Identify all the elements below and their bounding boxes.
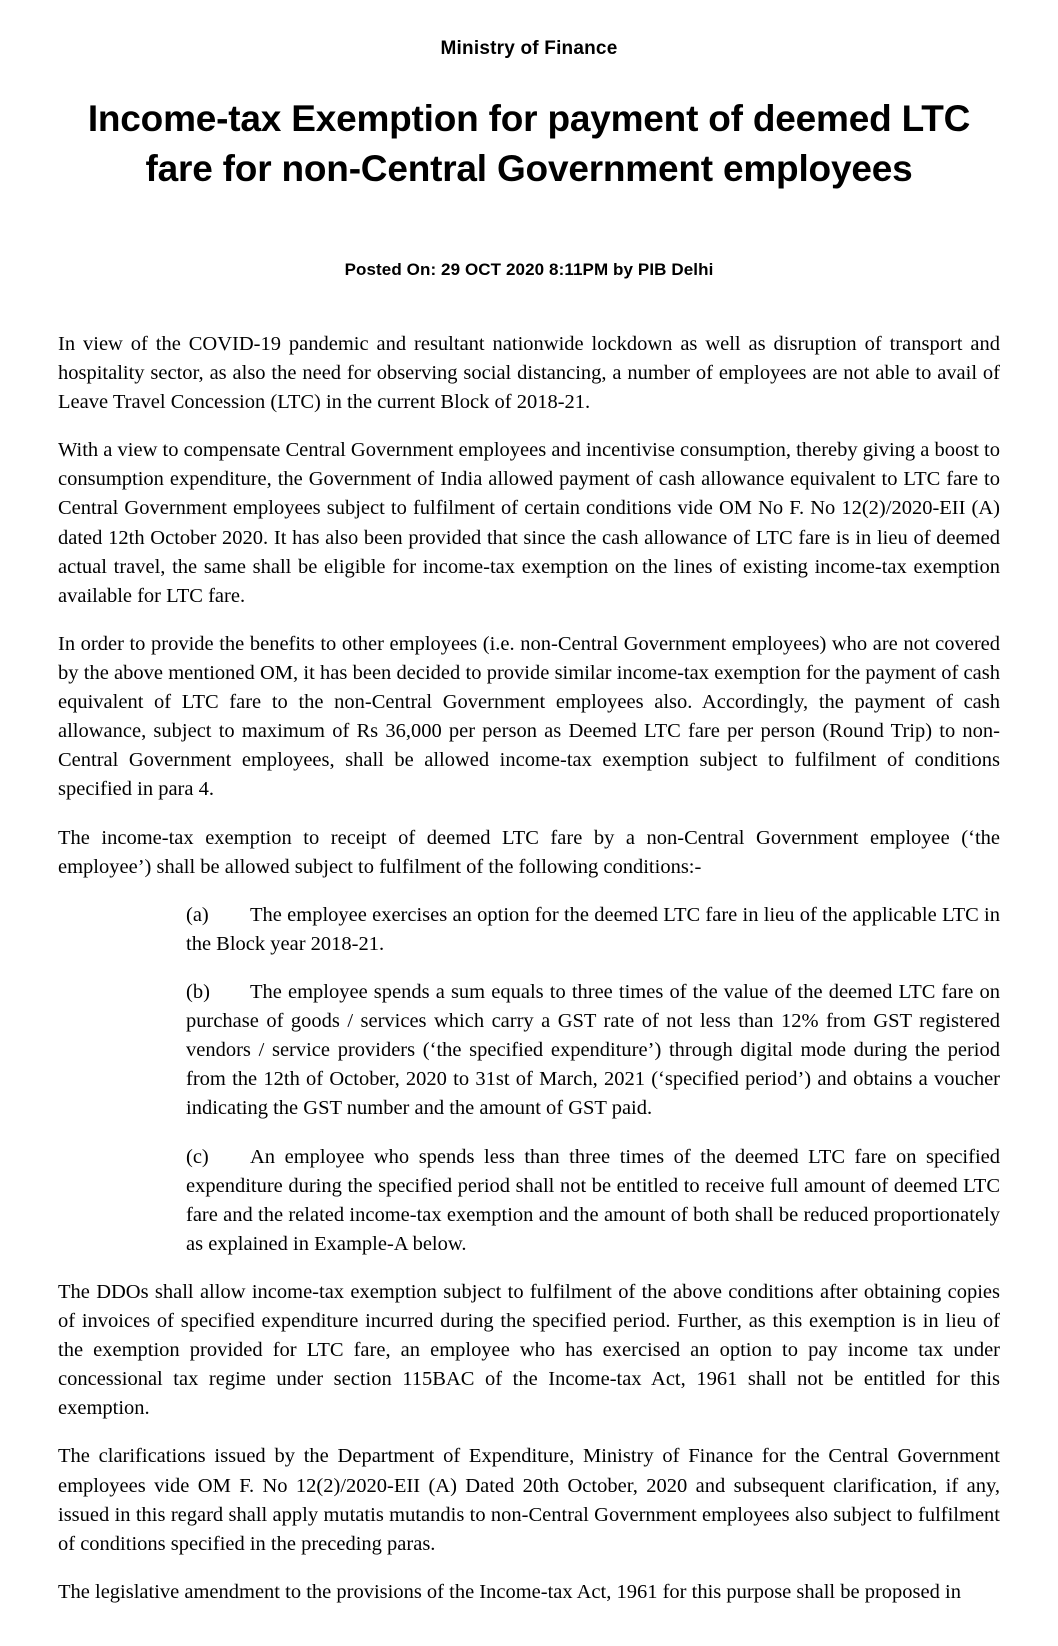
condition-item: [186, 1143, 1000, 1259]
condition-label: (b): [186, 980, 210, 1003]
paragraph: In order to provide the benefits to other employees (i.e. non-Central Government employees) who are not covered by the above mentioned OM, it has been decided to provide similar income-tax exemption for the payment of cash equivalent of LTC fare to the non-Central Government employees also. Accordingly, the payment of cash allowance, subject to maximum of Rs 36,000 per person as Deemed LTC fare per person (Round Trip) to non-Central Government employees, shall be allowed income-tax exemption subject to fulfilment of conditions specified in para 4.: [58, 632, 1000, 801]
paragraph: In view of the COVID-19 pandemic and resultant nationwide lockdown as well as disruption of transport and hospitality sector, as also the need for observing social distancing, a number of employees are not able to avail of Leave Travel Concession (LTC) in the current Block of 2018-21.: [58, 332, 1000, 414]
posted-on-line: Posted On: 29 OCT 2020 8:11PM by PIB Delhi: [344, 259, 714, 279]
condition-text: The employee exercises an option for the deemed LTC fare in lieu of the applicable LTC in the Block year 2018-21.: [186, 903, 1000, 955]
condition-text: An employee who spends less than three times of the deemed LTC fare on specified expenditure during the specified period shall not be entitled to receive full amount of deemed LTC fare and the related income-tax exemption and the amount of both shall be reduced proportionately as explained in Example-A below.: [186, 1145, 1000, 1255]
condition-item: [186, 978, 1000, 1124]
condition-label: (a): [186, 903, 209, 926]
paragraph: The DDOs shall allow income-tax exemption subject to fulfilment of the above conditions after obtaining copies of invoices of specified expenditure incurred during the specified period. Further, as this exemption is in lieu of the exemption provided for LTC fare, an employee who has exercised an option to pay income tax under concessional tax regime under section 115BAC of the Income-tax Act, 1961 shall not be entitled for this exemption.: [58, 1280, 1000, 1420]
paragraph: The legislative amendment to the provisions of the Income-tax Act, 1961 for this purpose shall be proposed in: [58, 1580, 961, 1603]
paragraph: The clarifications issued by the Department of Expenditure, Ministry of Finance for the Central Government employees vide OM F. No 12(2)/2020-EII (A) Dated 20th October, 2020 and subsequent clarification, if any, issued in this regard shall apply mutatis mutandis to non-Central Government employees also subject to fulfilment of conditions specified in the preceding paras.: [58, 1445, 1000, 1555]
ministry-name: Ministry of Finance: [440, 38, 618, 59]
condition-text: The employee spends a sum equals to three times of the value of the deemed LTC fare on purchase of goods / services which carry a GST rate of not less than 12% from GST registered vendors / service providers (‘the specified expenditure’) through digital mode during the period from the 12th of October, 2020 to 31st of March, 2021 (‘specified period’) and obtains a voucher indicating the GST number and the amount of GST paid.: [186, 980, 1000, 1120]
paragraph: With a view to compensate Central Government employees and incentivise consumption, thereby giving a boost to consumption expenditure, the Government of India allowed payment of cash allowance equivalent to LTC fare to Central Government employees subject to fulfilment of certain conditions vide OM No F. No 12(2)/2020-EII (A) dated 12th October 2020. It has also been provided that since the cash allowance of LTC fare is in lieu of deemed actual travel, the same shall be eligible for income-tax exemption on the lines of existing income-tax exemption available for LTC fare.: [58, 439, 1000, 607]
article-body: [58, 330, 1000, 1607]
condition-label: (c): [186, 1145, 209, 1168]
condition-item: [186, 901, 1000, 959]
paragraph: The income-tax exemption to receipt of deemed LTC fare by a non-Central Government employee (‘the employee’) shall be allowed subject to fulfilment of the following conditions:-: [58, 826, 1000, 878]
page-title: Income-tax Exemption for payment of deemed LTC fare for non-Central Government employees: [87, 98, 971, 189]
